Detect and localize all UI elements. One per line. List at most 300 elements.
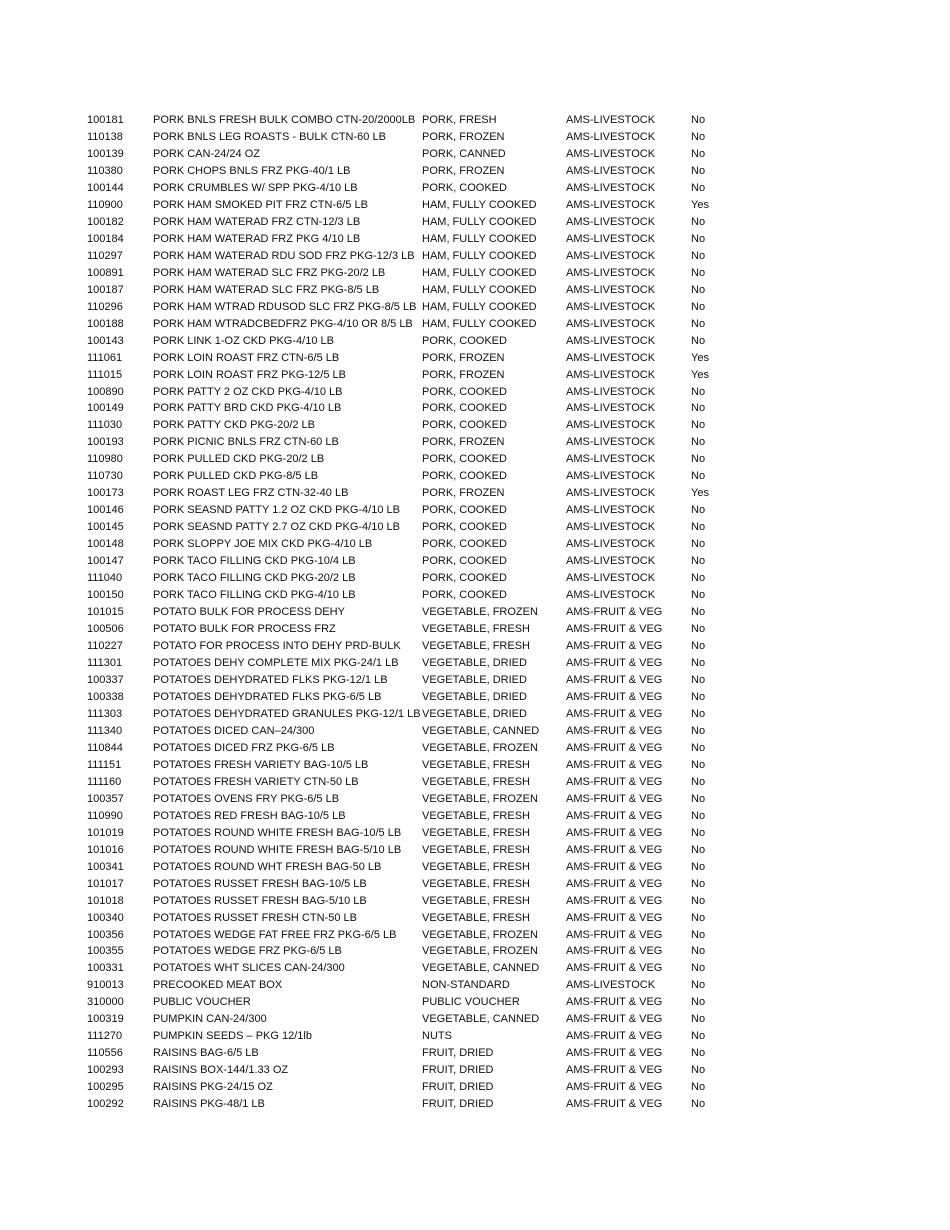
product-flag: No [691, 130, 706, 143]
product-description: POTATOES DEHY COMPLETE MIX PKG-24/1 LB [153, 657, 399, 669]
table-row [87, 876, 727, 893]
product-category: PORK, FROZEN [422, 368, 505, 381]
product-description: POTATOES WHT SLICES CAN-24/300 [153, 962, 345, 975]
product-description: PORK BNLS LEG ROASTS - BULK CTN-60 LB [153, 130, 386, 143]
purchasing-agency: AMS-FRUIT & VEG [566, 860, 663, 873]
product-description: POTATO BULK FOR PROCESS DEHY [153, 606, 345, 619]
product-flag: Yes [691, 368, 709, 381]
table-row [87, 265, 727, 282]
product-flag: No [691, 215, 706, 228]
product-category: VEGETABLE, FRESH [422, 911, 530, 924]
product-flag: No [691, 1047, 706, 1060]
product-category: VEGETABLE, CANNED [422, 724, 540, 737]
product-flag: No [691, 1081, 706, 1094]
product-category: PORK, FROZEN [422, 164, 505, 177]
product-flag: No [691, 606, 706, 619]
product-description: POTATOES WEDGE FRZ PKG-6/5 LB [153, 945, 342, 958]
product-flag: No [691, 504, 706, 517]
table-row [87, 960, 727, 977]
product-table [87, 112, 727, 1113]
product-flag: No [691, 589, 706, 602]
product-description: PORK LOIN ROAST FRZ CTN-6/5 LB [153, 351, 340, 364]
product-category: PORK, CANNED [422, 147, 506, 160]
purchasing-agency: AMS-FRUIT & VEG [566, 758, 663, 771]
purchasing-agency: AMS-FRUIT & VEG [566, 928, 663, 941]
table-row [87, 112, 727, 129]
purchasing-agency: AMS-FRUIT & VEG [566, 1047, 663, 1060]
product-flag: No [691, 114, 706, 126]
product-code: 100148 [87, 538, 124, 551]
table-row [87, 1079, 727, 1096]
table-row [87, 655, 727, 672]
product-category: FRUIT, DRIED [422, 1081, 494, 1094]
table-row [87, 536, 727, 553]
table-row [87, 893, 727, 910]
product-code: 101015 [87, 606, 124, 619]
product-category: PORK, COOKED [422, 181, 507, 194]
table-row [87, 553, 727, 570]
product-category: VEGETABLE, FRESH [422, 894, 530, 907]
product-description: POTATOES FRESH VARIETY CTN-50 LB [153, 775, 359, 788]
table-row [87, 791, 727, 808]
product-description: POTATO BULK FOR PROCESS FRZ [153, 623, 336, 636]
product-code: 110380 [87, 164, 123, 177]
product-code: 100187 [87, 283, 124, 296]
table-row [87, 672, 727, 689]
purchasing-agency: AMS-FRUIT & VEG [566, 606, 663, 619]
product-description: PORK SEASND PATTY 1.2 OZ CKD PKG-4/10 LB [153, 504, 400, 517]
product-code: 310000 [87, 996, 124, 1009]
purchasing-agency: AMS-FRUIT & VEG [566, 826, 663, 839]
purchasing-agency: AMS-LIVESTOCK [566, 487, 656, 500]
product-description: POTATOES RED FRESH BAG-10/5 LB [153, 809, 346, 822]
purchasing-agency: AMS-FRUIT & VEG [566, 792, 663, 805]
product-description: POTATO FOR PROCESS INTO DEHY PRD-BULK [153, 640, 401, 653]
product-description: PORK HAM WATERAD SLC FRZ PKG-8/5 LB [153, 283, 380, 296]
purchasing-agency: AMS-FRUIT & VEG [566, 707, 663, 720]
product-category: VEGETABLE, DRIED [422, 673, 527, 686]
product-code: 100184 [87, 232, 124, 245]
product-code: 111030 [87, 419, 123, 432]
product-code: 111160 [87, 775, 122, 788]
product-category: HAM, FULLY COOKED [422, 317, 537, 330]
table-row [87, 740, 727, 757]
table-row [87, 502, 727, 519]
purchasing-agency: AMS-FRUIT & VEG [566, 894, 663, 907]
product-category: PORK, COOKED [422, 334, 507, 347]
product-description: POTATOES ROUND WHITE FRESH BAG-10/5 LB [153, 826, 402, 839]
table-row [87, 316, 727, 333]
product-category: HAM, FULLY COOKED [422, 266, 537, 279]
product-description: PORK LOIN ROAST FRZ PKG-12/5 LB [153, 368, 346, 381]
table-row [87, 927, 727, 944]
product-description: PORK TACO FILLING CKD PKG-20/2 LB [153, 572, 356, 585]
product-category: PORK, COOKED [422, 419, 507, 432]
product-category: FRUIT, DRIED [422, 1098, 494, 1111]
table-row [87, 384, 727, 401]
product-code: 100341 [87, 860, 124, 873]
table-row [87, 1045, 727, 1062]
product-category: VEGETABLE, CANNED [422, 1013, 540, 1026]
product-category: HAM, FULLY COOKED [422, 198, 537, 211]
table-row [87, 774, 727, 791]
purchasing-agency: AMS-LIVESTOCK [566, 436, 656, 449]
purchasing-agency: AMS-LIVESTOCK [566, 351, 656, 364]
product-flag: No [691, 164, 706, 177]
product-description: PORK PATTY 2 OZ CKD PKG-4/10 LB [153, 385, 343, 398]
table-row [87, 757, 727, 774]
product-flag: No [691, 453, 706, 466]
product-code: 100293 [87, 1064, 124, 1077]
table-row [87, 842, 727, 859]
product-flag: No [691, 792, 706, 805]
product-code: 100319 [87, 1013, 124, 1026]
table-row [87, 910, 727, 927]
purchasing-agency: AMS-LIVESTOCK [566, 130, 656, 143]
product-code: 111040 [87, 572, 123, 585]
purchasing-agency: AMS-LIVESTOCK [566, 300, 656, 313]
product-flag: Yes [691, 198, 709, 211]
product-code: 110227 [87, 640, 123, 653]
table-row [87, 1028, 727, 1045]
product-code: 110980 [87, 453, 123, 466]
purchasing-agency: AMS-FRUIT & VEG [566, 690, 663, 703]
product-code: 100891 [87, 266, 124, 279]
product-description: PORK PULLED CKD PKG-8/5 LB [153, 470, 319, 483]
product-flag: No [691, 996, 706, 1009]
table-row [87, 485, 727, 502]
product-code: 100173 [87, 487, 124, 500]
table-row [87, 248, 727, 265]
product-flag: No [691, 640, 706, 653]
product-category: PORK, COOKED [422, 402, 507, 415]
product-category: NON-STANDARD [422, 979, 510, 992]
product-flag: No [691, 758, 706, 771]
product-description: PORK SEASND PATTY 2.7 OZ CKD PKG-4/10 LB [153, 521, 400, 534]
product-description: PORK CRUMBLES W/ SPP PKG-4/10 LB [153, 181, 358, 194]
purchasing-agency: AMS-LIVESTOCK [566, 521, 656, 534]
purchasing-agency: AMS-LIVESTOCK [566, 147, 656, 160]
product-code: 110730 [87, 470, 123, 483]
table-row [87, 1062, 727, 1079]
purchasing-agency: AMS-LIVESTOCK [566, 317, 656, 330]
product-description: POTATOES RUSSET FRESH BAG-10/5 LB [153, 877, 367, 890]
product-code: 100182 [87, 215, 124, 228]
product-description: RAISINS BAG-6/5 LB [153, 1047, 259, 1060]
product-flag: No [691, 877, 706, 890]
product-flag: No [691, 1064, 706, 1077]
purchasing-agency: AMS-FRUIT & VEG [566, 724, 663, 737]
table-row [87, 282, 727, 299]
product-description: PORK HAM WATERAD SLC FRZ PKG-20/2 LB [153, 266, 386, 279]
product-category: PORK, COOKED [422, 453, 507, 466]
table-row [87, 197, 727, 214]
product-code: 111301 [87, 657, 123, 669]
product-flag: No [691, 317, 706, 330]
purchasing-agency: AMS-LIVESTOCK [566, 979, 656, 992]
product-flag: No [691, 657, 706, 669]
purchasing-agency: AMS-LIVESTOCK [566, 198, 656, 211]
product-code: 100146 [87, 504, 124, 517]
product-flag: No [691, 300, 706, 313]
product-description: PORK TACO FILLING CKD PKG-4/10 LB [153, 589, 356, 602]
product-description: POTATOES DEHYDRATED FLKS PKG-12/1 LB [153, 673, 388, 686]
purchasing-agency: AMS-FRUIT & VEG [566, 775, 663, 788]
product-code: 110990 [87, 809, 123, 822]
product-category: PORK, COOKED [422, 589, 507, 602]
purchasing-agency: AMS-FRUIT & VEG [566, 623, 663, 636]
product-category: HAM, FULLY COOKED [422, 300, 537, 313]
product-description: RAISINS PKG-24/15 OZ [153, 1081, 273, 1094]
purchasing-agency: AMS-LIVESTOCK [566, 419, 656, 432]
product-flag: No [691, 181, 706, 194]
table-row [87, 977, 727, 994]
product-description: PORK HAM WTRADCBEDFRZ PKG-4/10 OR 8/5 LB [153, 317, 413, 330]
purchasing-agency: AMS-FRUIT & VEG [566, 1030, 663, 1043]
product-category: FRUIT, DRIED [422, 1047, 494, 1060]
product-description: PUMPKIN CAN-24/300 [153, 1013, 267, 1026]
product-category: VEGETABLE, CANNED [422, 962, 540, 975]
purchasing-agency: AMS-FRUIT & VEG [566, 996, 663, 1009]
table-row [87, 350, 727, 367]
product-category: HAM, FULLY COOKED [422, 215, 537, 228]
product-category: PORK, COOKED [422, 521, 507, 534]
table-row [87, 604, 727, 621]
product-description: PUMPKIN SEEDS – PKG 12/1lb [153, 1030, 312, 1043]
product-category: PORK, COOKED [422, 572, 507, 585]
purchasing-agency: AMS-FRUIT & VEG [566, 657, 663, 669]
product-category: VEGETABLE, FRESH [422, 826, 530, 839]
product-code: 100145 [87, 521, 124, 534]
purchasing-agency: AMS-FRUIT & VEG [566, 962, 663, 975]
product-code: 100356 [87, 928, 124, 941]
product-flag: No [691, 911, 706, 924]
product-flag: No [691, 555, 706, 568]
product-category: PORK, COOKED [422, 385, 507, 398]
product-description: RAISINS PKG-48/1 LB [153, 1098, 265, 1111]
purchasing-agency: AMS-LIVESTOCK [566, 283, 656, 296]
product-flag: No [691, 673, 706, 686]
product-description: PORK HAM WATERAD RDU SOD FRZ PKG-12/3 LB [153, 249, 415, 262]
product-code: 100147 [87, 555, 124, 568]
product-category: VEGETABLE, DRIED [422, 657, 527, 669]
purchasing-agency: AMS-LIVESTOCK [566, 504, 656, 517]
table-row [87, 723, 727, 740]
purchasing-agency: AMS-FRUIT & VEG [566, 843, 663, 856]
product-category: PORK, COOKED [422, 470, 507, 483]
product-code: 100143 [87, 334, 124, 347]
product-description: POTATOES RUSSET FRESH CTN-50 LB [153, 911, 357, 924]
product-code: 100295 [87, 1081, 124, 1094]
product-description: PORK SLOPPY JOE MIX CKD PKG-4/10 LB [153, 538, 373, 551]
product-flag: No [691, 826, 706, 839]
purchasing-agency: AMS-LIVESTOCK [566, 181, 656, 194]
product-description: PORK CHOPS BNLS FRZ PKG-40/1 LB [153, 164, 351, 177]
product-category: HAM, FULLY COOKED [422, 232, 537, 245]
table-row [87, 638, 727, 655]
product-code: 100188 [87, 317, 124, 330]
product-description: PORK LINK 1-OZ CKD PKG-4/10 LB [153, 334, 334, 347]
table-row [87, 180, 727, 197]
table-row [87, 434, 727, 451]
product-category: VEGETABLE, DRIED [422, 707, 527, 720]
product-flag: No [691, 538, 706, 551]
product-code: 100149 [87, 402, 124, 415]
purchasing-agency: AMS-FRUIT & VEG [566, 741, 663, 754]
product-description: PORK PATTY BRD CKD PKG-4/10 LB [153, 402, 342, 415]
product-code: 100340 [87, 911, 124, 924]
product-flag: No [691, 232, 706, 245]
product-description: PORK PULLED CKD PKG-20/2 LB [153, 453, 325, 466]
product-description: POTATOES ROUND WHITE FRESH BAG-5/10 LB [153, 843, 402, 856]
product-description: PORK ROAST LEG FRZ CTN-32-40 LB [153, 487, 349, 500]
product-category: PORK, FRESH [422, 114, 497, 126]
product-code: 100331 [87, 962, 124, 975]
product-category: HAM, FULLY COOKED [422, 283, 537, 296]
product-description: PORK HAM WTRAD RDUSOD SLC FRZ PKG-8/5 LB [153, 300, 417, 313]
product-flag: Yes [691, 351, 709, 364]
purchasing-agency: AMS-LIVESTOCK [566, 334, 656, 347]
product-flag: No [691, 402, 706, 415]
product-code: 100193 [87, 436, 124, 449]
product-description: POTATOES WEDGE FAT FREE FRZ PKG-6/5 LB [153, 928, 397, 941]
table-row [87, 689, 727, 706]
product-category: PORK, COOKED [422, 504, 507, 517]
product-flag: No [691, 741, 706, 754]
product-code: 101017 [87, 877, 124, 890]
product-category: VEGETABLE, FROZEN [422, 741, 538, 754]
product-flag: No [691, 249, 706, 262]
product-code: 100355 [87, 945, 124, 958]
table-row [87, 367, 727, 384]
product-category: VEGETABLE, DRIED [422, 690, 527, 703]
product-code: 910013 [87, 979, 124, 992]
purchasing-agency: AMS-LIVESTOCK [566, 114, 656, 126]
product-description: POTATOES ROUND WHT FRESH BAG-50 LB [153, 860, 382, 873]
table-row [87, 400, 727, 417]
table-row [87, 859, 727, 876]
product-category: PORK, COOKED [422, 538, 507, 551]
product-category: HAM, FULLY COOKED [422, 249, 537, 262]
purchasing-agency: AMS-LIVESTOCK [566, 453, 656, 466]
product-category: VEGETABLE, FRESH [422, 775, 530, 788]
product-category: PUBLIC VOUCHER [422, 996, 520, 1009]
product-code: 111015 [87, 368, 123, 381]
table-row [87, 299, 727, 316]
table-row [87, 994, 727, 1011]
product-description: PORK PICNIC BNLS FRZ CTN-60 LB [153, 436, 339, 449]
product-category: NUTS [422, 1030, 452, 1043]
product-flag: No [691, 470, 706, 483]
product-code: 100357 [87, 792, 124, 805]
product-code: 100506 [87, 623, 124, 636]
product-code: 101018 [87, 894, 124, 907]
product-description: RAISINS BOX-144/1.33 OZ [153, 1064, 289, 1077]
product-category: VEGETABLE, FRESH [422, 640, 530, 653]
product-flag: No [691, 894, 706, 907]
product-code: 100181 [87, 114, 124, 126]
product-flag: No [691, 436, 706, 449]
product-code: 110296 [87, 300, 123, 313]
product-category: VEGETABLE, FRESH [422, 877, 530, 890]
product-flag: No [691, 419, 706, 432]
product-code: 101016 [87, 843, 124, 856]
product-flag: No [691, 1013, 706, 1026]
purchasing-agency: AMS-LIVESTOCK [566, 232, 656, 245]
product-code: 111061 [87, 351, 123, 364]
table-row [87, 825, 727, 842]
product-code: 110138 [87, 130, 123, 143]
product-category: VEGETABLE, FRESH [422, 623, 530, 636]
product-code: 100338 [87, 690, 124, 703]
purchasing-agency: AMS-FRUIT & VEG [566, 809, 663, 822]
product-code: 110900 [87, 198, 123, 211]
table-row [87, 519, 727, 536]
product-description: POTATOES DICED CAN–24/300 [153, 724, 315, 737]
product-code: 100890 [87, 385, 124, 398]
product-flag: No [691, 385, 706, 398]
product-description: POTATOES DICED FRZ PKG-6/5 LB [153, 741, 335, 754]
product-description: POTATOES DEHYDRATED GRANULES PKG-12/1 LB [153, 707, 421, 720]
product-description: PORK HAM WATERAD FRZ CTN-12/3 LB [153, 215, 361, 228]
table-row [87, 214, 727, 231]
product-code: 111151 [87, 758, 122, 771]
product-flag: No [691, 572, 706, 585]
purchasing-agency: AMS-FRUIT & VEG [566, 911, 663, 924]
product-category: PORK, COOKED [422, 555, 507, 568]
purchasing-agency: AMS-FRUIT & VEG [566, 1098, 663, 1111]
product-flag: No [691, 860, 706, 873]
table-row [87, 146, 727, 163]
product-flag: No [691, 521, 706, 534]
product-code: 111340 [87, 724, 123, 737]
product-description: PORK PATTY CKD PKG-20/2 LB [153, 419, 315, 432]
product-flag: No [691, 334, 706, 347]
table-row [87, 706, 727, 723]
purchasing-agency: AMS-LIVESTOCK [566, 402, 656, 415]
product-flag: No [691, 266, 706, 279]
table-row [87, 587, 727, 604]
product-category: VEGETABLE, FRESH [422, 758, 530, 771]
product-description: PRECOOKED MEAT BOX [153, 979, 283, 992]
purchasing-agency: AMS-FRUIT & VEG [566, 877, 663, 890]
purchasing-agency: AMS-FRUIT & VEG [566, 1064, 663, 1077]
product-code: 110844 [87, 741, 123, 754]
product-description: PORK HAM WATERAD FRZ PKG 4/10 LB [153, 232, 361, 245]
product-flag: No [691, 979, 706, 992]
product-code: 111270 [87, 1030, 123, 1043]
product-category: VEGETABLE, FRESH [422, 843, 530, 856]
table-row [87, 451, 727, 468]
product-flag: No [691, 724, 706, 737]
purchasing-agency: AMS-FRUIT & VEG [566, 640, 663, 653]
purchasing-agency: AMS-LIVESTOCK [566, 555, 656, 568]
product-flag: No [691, 962, 706, 975]
product-code: 110297 [87, 249, 123, 262]
product-code: 101019 [87, 826, 124, 839]
purchasing-agency: AMS-LIVESTOCK [566, 385, 656, 398]
table-row [87, 333, 727, 350]
product-description: POTATOES RUSSET FRESH BAG-5/10 LB [153, 894, 367, 907]
purchasing-agency: AMS-FRUIT & VEG [566, 1013, 663, 1026]
product-category: VEGETABLE, FROZEN [422, 945, 538, 958]
product-category: VEGETABLE, FRESH [422, 860, 530, 873]
product-flag: No [691, 1098, 706, 1111]
product-description: PUBLIC VOUCHER [153, 996, 251, 1009]
table-row [87, 417, 727, 434]
product-flag: No [691, 147, 706, 160]
product-flag: No [691, 945, 706, 958]
